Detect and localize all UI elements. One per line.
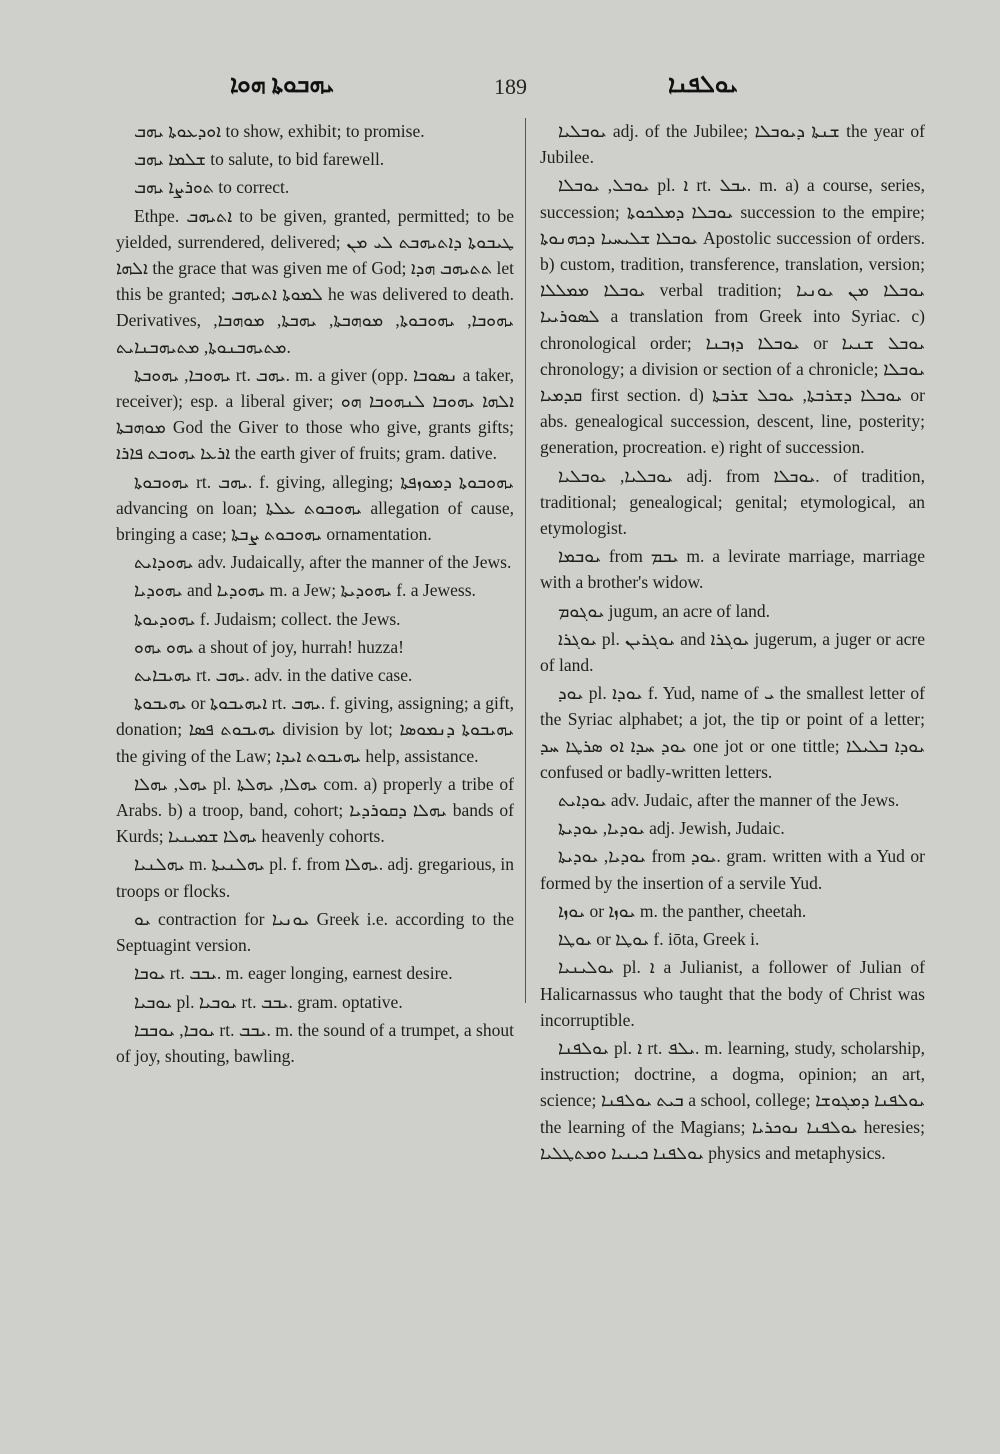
dictionary-entry: ܝܘܒܠܝܐ, ܝܘܒܠܝܐ adj. from ܝܘܒܠܐ. of tradition, traditional; genealogical; genital; etymological, an etymologist. [540,465,925,539]
dictionary-entry: ܝܘܓܪܐ pl. ܝܘܓܪܝܢ and ܝܘܓܪܐ jugerum, a juger or acre of land. [540,628,925,676]
dictionary-entry: ܝܗܝܒܐܝܬ rt. ܝܗܒ. adv. in the dative case. [134,665,413,686]
dictionary-entry: Ethpe. ܐܬܝܗܒ to be given, granted, permitted; to be yielded, surrendered, delivered; ܛܝܒܘܬܐ ܕܐܬܝܗܒܬ ܠܝ ܡܢ ܐܠܗܐ the grace that was given me of God; ܬܬܝܗܒ ܗܕܐ let this be granted; ܠܡܘܬܐ ܐܬܝܗܒ he was delivered to death. Derivatives, ܝܗܘܒܐ, ܝܗܘܒܘܬܐ, ܡܘܗܒܬܐ, ܝܗܒܬܐ, ܡܘܗܒܐ, ܡܬܝܗܒܢܘܬܐ, ܡܬܝܗܒܢܐܝܬ. [116,205,514,357]
dictionary-entry: ܝܘ contraction for ܝܘܢܝܐ Greek i.e. according to the Septuagint version. [116,908,514,956]
dictionary-entry: ܝܗܠ, ܝܗܠܐ pl. ܝܗܠܐ, ܝܗܠܬܐ com. a) properly a tribe of Arabs. b) a troop, band, cohort; ܝܗܠܐ ܕܩܘܪܕܝܐ bands of Kurds; ܝܗܠܐ ܫܡܝܢܝܐ heavenly cohorts. [116,773,515,847]
dictionary-entry: ܝܘܕܝܐ, ܝܘܕܝܬܐ adj. Jewish, Judaic. [558,818,785,839]
column-divider [525,118,526,1003]
dictionary-entry: ܝܘܒܠ, ܝܘܒܠܐ pl. ܐ rt. ܝܒܠ. m. a) a course, series, succession; ܝܘܒܠܐ ܕܡܠܟܘܬܐ succession to the empire; ܝܘܒܠܐ ܫܠܝܚܝܐ ܕܟܗܢܘܬܐ Apostolic succession of orders. b) custom, tradition, transference, translation, version; ܝܘܒܠܐ ܡܡܠܠܐ verbal tradition; ܝܘܒܠܐ ܡܢ ܝܘܢܝܐ ܠܣܘܪܝܝܐ a translation from Greek into Syriac. c) chronological order; ܝܘܒܠܐ ܕܙܒܢܐ or ܝܘܒܠ ܫܢܝܐ chronology; a division or section of a chronicle; ܝܘܒܠܐ ܩܕܡܝܐ first section. d) ܝܘܒܠܐ ܕܫܪܒܬܐ, ܝܘܒܠ ܫܪܒܬܐ or abs. genealogical succession, descent, line, posterity; generation, procreation. e) right of succession. [540,175,926,458]
dictionary-entry: ܝܘܙܐ or ܝܘܙܐ m. the panther, cheetah. [558,900,807,921]
left-column [116,118,514,1071]
dictionary-entry: ܝܘܒܡܐ from ܝܒܡ m. a levirate marriage, marriage with a brother's widow. [540,546,925,593]
dictionary-entry: ܝܗܠܢܝܐ m. ܝܗܠܢܝܬܐ pl. f. from ܝܗܠܐ. adj. gregarious, in troops or flocks. [116,854,514,901]
dictionary-entry: ܝܗܘܒܐ, ܝܗܘܒܬܐ rt. ܝܗܒ. m. a giver (opp. ܢܣܘܒܐ a taker, receiver); esp. a liberal giver; ܐܠܗܐ ܝܗܘܒܐ ܠܢܗܘܒܐ ܗܘ ܡܘܗܒܬܐ God the Giver to those who give, grants gifts; ܐܪܥܐ ܝܗܘܒܬ ܦܐܪܐ the earth giver of fruits; gram. dative. [116,364,515,464]
dictionary-entry: ܝܘܓܘܡ jugum, an acre of land. [558,600,770,621]
dictionary-entry: ܝܘܒܐ rt. ܝܒܒ. m. eager longing, earnest desire. [134,963,453,984]
dictionary-entry: ܝܘܠܦܢܐ pl. ܐ rt. ܝܠܦ. m. learning, study, scholarship, instruction; doctrine, a dogma, opinion; an art, science; ܒܝܬ ܝܘܠܦܢܐ a school, college; ܝܘܠܦܢܐ ܕܡܓܘܫܐ the learning of the Magians; ܝܘܠܦܢܐ ܢܘܟܪܝܐ heresies; ܝܘܠܦܢܐ ܟܝܢܝܐ ܘܡܬܛܠܝܐ physics and metaphysics. [540,1037,925,1163]
dictionary-entry: ܝܗܘܕܝܐ and ܝܗܘܕܝܐ m. a Jew; ܝܗܘܕܝܬܐ f. a Jewess. [134,580,476,601]
right-column [540,118,925,1168]
dictionary-entry: ܫܠܡܐ ܝܗܒ to salute, to bid farewell. [134,149,385,170]
dictionary-entry: ܐܘܕܥܘܬܐ ܝܗܒ to show, exhibit; to promise. [134,121,425,141]
dictionary-entry: ܝܘܕܐܝܬ adv. Judaic, after the manner of the Jews. [558,790,900,811]
dictionary-entry: ܝܘܒܝܐ pl. ܝܘܒܝܐ rt. ܝܒܒ. gram. optative. [134,991,403,1012]
page-number: 189 [494,74,527,99]
dictionary-entry: ܝܘܕܝܐ, ܝܘܕܝܬܐ from ܝܘܕ. gram. written with a Yud or formed by the insertion of a servile Yud. [540,846,925,893]
dictionary-entry: ܝܗܘ ܝܗܘ a shout of joy, hurrah! huzza! [134,636,404,657]
right-running-head: ܝܘܠܦܢܐ [668,72,738,98]
left-running-head: ܝܗܒܘܬܐ ܗܘܐ [230,72,334,98]
dictionary-entry: ܝܗܘܕܐܝܬ adv. Judaically, after the manner of the Jews. [134,552,512,573]
dictionary-entry: ܝܘܕ pl. ܝܘܕܐ f. Yud, name of ܝ the smallest letter of the Syriac alphabet; a jot, the tip or point of a letter; ܝܘܕ ܚܕܐ ܐܘ ܣܪܛܐ ܚܕ one jot or one tittle; ܝܘܕܐ ܒܠܝܠܐ confused or badly-written letters. [540,683,925,782]
dictionary-entry: ܝܘܠܝܢܝܐ pl. ܐ a Julianist, a follower of Julian of Halicarnassus who taught that the body of Christ was incorruptible. [540,957,925,1030]
dictionary-entry: ܬܘܪܨܐ ܝܗܒ to correct. [134,177,290,198]
dictionary-entry: ܝܗܝܒܘܬܐ or ܐܝܗܝܒܘܬܐ rt. ܝܗܒ. f. giving, assigning; a gift, donation; ܝܗܝܒܘܬ ܦܣܐ division by lot; ܝܗܝܒܘܬܐ ܕܢܡܘܣܐ the giving of the Law; ܝܗܝܒܘܬ ܐܝܕܐ help, assistance. [116,693,515,766]
dictionary-entry: ܝܘܒܠܝܐ adj. of the Jubilee; ܫܢܬܐ ܕܝܘܒܠܐ the year of Jubilee. [540,121,925,168]
dictionary-entry: ܝܗܘܕܝܘܬܐ f. Judaism; collect. the Jews. [134,608,401,629]
dictionary-entry: ܝܗܘܒܘܬܐ rt. ܝܗܒ. f. giving, alleging; ܝܗܘܒܘܬܐ ܕܡܘܙܦܬܐ advancing on loan; ܝܗܘܒܘܬ ܥܠܬܐ allegation of cause, bringing a case; ܝܗܘܒܘܬ ܨܒܬܐ ornamentation. [116,471,515,545]
dictionary-entry: ܝܘܛܐ or ܝܘܛܐ f. iōta, Greek i. [558,929,760,950]
dictionary-entry: ܝܘܒܐ, ܝܘܒܒܐ rt. ܝܒܒ. m. the sound of a trumpet, a shout of joy, shouting, bawling. [116,1019,514,1066]
